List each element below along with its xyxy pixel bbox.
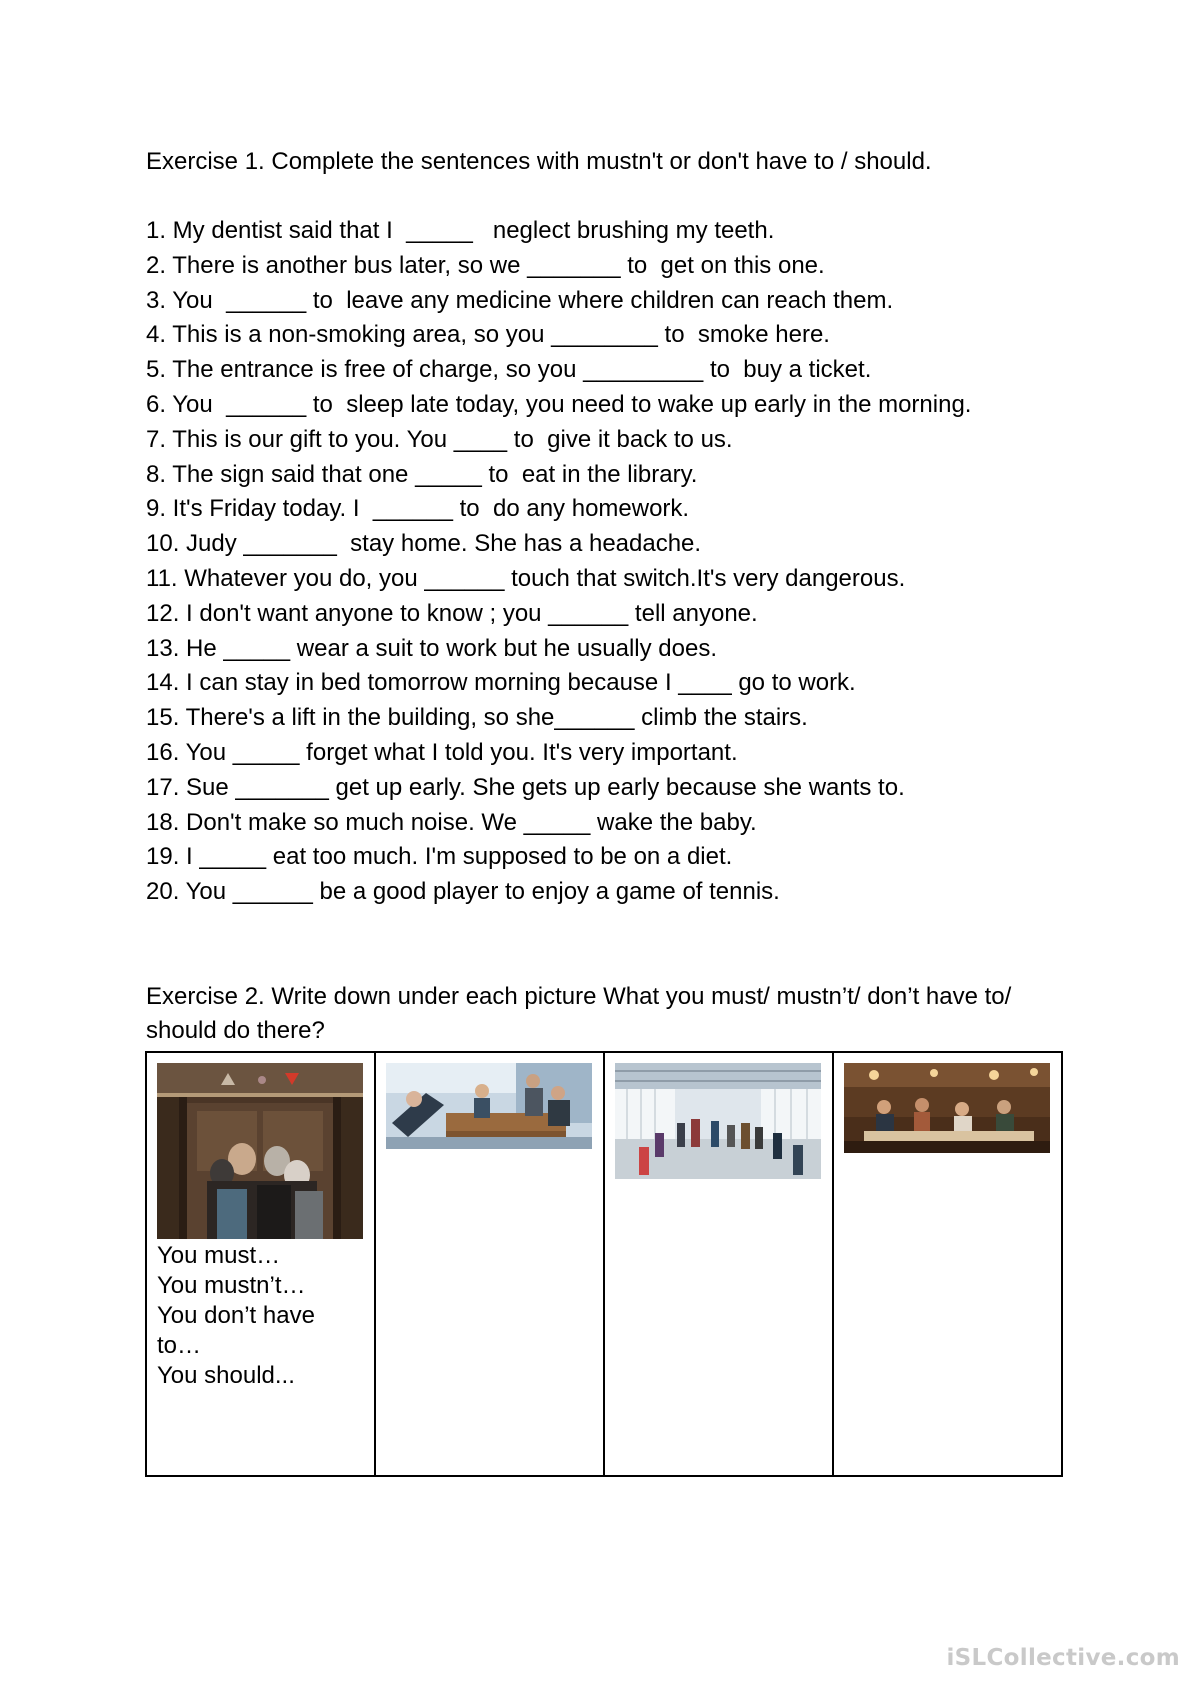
sentence-item: 17. Sue _______ get up early. She gets up early because she wants to.: [146, 773, 905, 801]
answer-prompt: You don’t have: [157, 1302, 315, 1329]
restaurant-photo: [844, 1063, 1050, 1153]
sentence-item: 10. Judy _______ stay home. She has a headache.: [146, 530, 702, 558]
exercise-1-sentences: [146, 214, 1046, 910]
sentence-item: 1. My dentist said that I _____ neglect brushing my teeth.: [146, 217, 775, 244]
sentence-item: 3. You ______ to leave any medicine where children can reach them.: [146, 286, 894, 314]
elevator-photo: [157, 1063, 363, 1239]
exercise-2-title: Exercise 2. Write down under each picture What you must/ mustn’t/ don’t have to/ should do there?: [146, 983, 1018, 1044]
picture-table: [145, 1051, 1063, 1477]
sentence-item: 13. He _____ wear a suit to work but he usually does.: [146, 634, 718, 662]
sentence-item: 12. I don't want anyone to know ; you ______ tell anyone.: [146, 599, 758, 627]
picture-cell: [146, 1052, 375, 1476]
answer-prompt: to…: [157, 1332, 202, 1359]
sentence-item: 18. Don't make so much noise. We _____ wake the baby.: [146, 808, 757, 836]
sentence-item: 16. You _____ forget what I told you. It's very important.: [146, 738, 738, 766]
sentence-item: 8. The sign said that one _____ to eat in the library.: [146, 460, 698, 488]
answer-prompt: You mustn’t…: [157, 1272, 306, 1299]
sentence-item: 5. The entrance is free of charge, so you _________ to buy a ticket.: [146, 356, 872, 384]
sentence-item: 7. This is our gift to you. You ____ to give it back to us.: [146, 425, 733, 453]
answer-prompt: You must…: [157, 1242, 281, 1269]
airport-terminal-photo: [615, 1063, 821, 1179]
picture-cell: [375, 1052, 604, 1476]
sentence-item: 9. It's Friday today. I ______ to do any homework.: [146, 495, 690, 523]
sentence-item: 15. There's a lift in the building, so she______ climb the stairs.: [146, 704, 808, 732]
sentence-item: 14. I can stay in bed tomorrow morning because I ____ go to work.: [146, 669, 856, 697]
picture-cell: [604, 1052, 833, 1476]
sentence-item: 4. This is a non-smoking area, so you ________ to smoke here.: [146, 321, 830, 349]
answer-prompts: [157, 1241, 364, 1391]
exercise-1-title: Exercise 1. Complete the sentences with mustn't or don't have to / should.: [146, 148, 932, 175]
sentence-item: 6. You ______ to sleep late today, you need to wake up early in the morning.: [146, 390, 972, 418]
sentence-item: 19. I _____ eat too much. I'm supposed to be on a diet.: [146, 843, 733, 871]
picture-cell: [833, 1052, 1062, 1476]
site-watermark: iSLCollective.com: [946, 1645, 1180, 1671]
answer-prompt: You should...: [157, 1362, 295, 1389]
sentence-item: 2. There is another bus later, so we _______ to get on this one.: [146, 251, 825, 279]
sentence-item: 20. You ______ be a good player to enjoy a game of tennis.: [146, 878, 780, 906]
sentence-item: 11. Whatever you do, you ______ touch that switch.It's very dangerous.: [146, 564, 906, 592]
office-meeting-photo: [386, 1063, 592, 1149]
